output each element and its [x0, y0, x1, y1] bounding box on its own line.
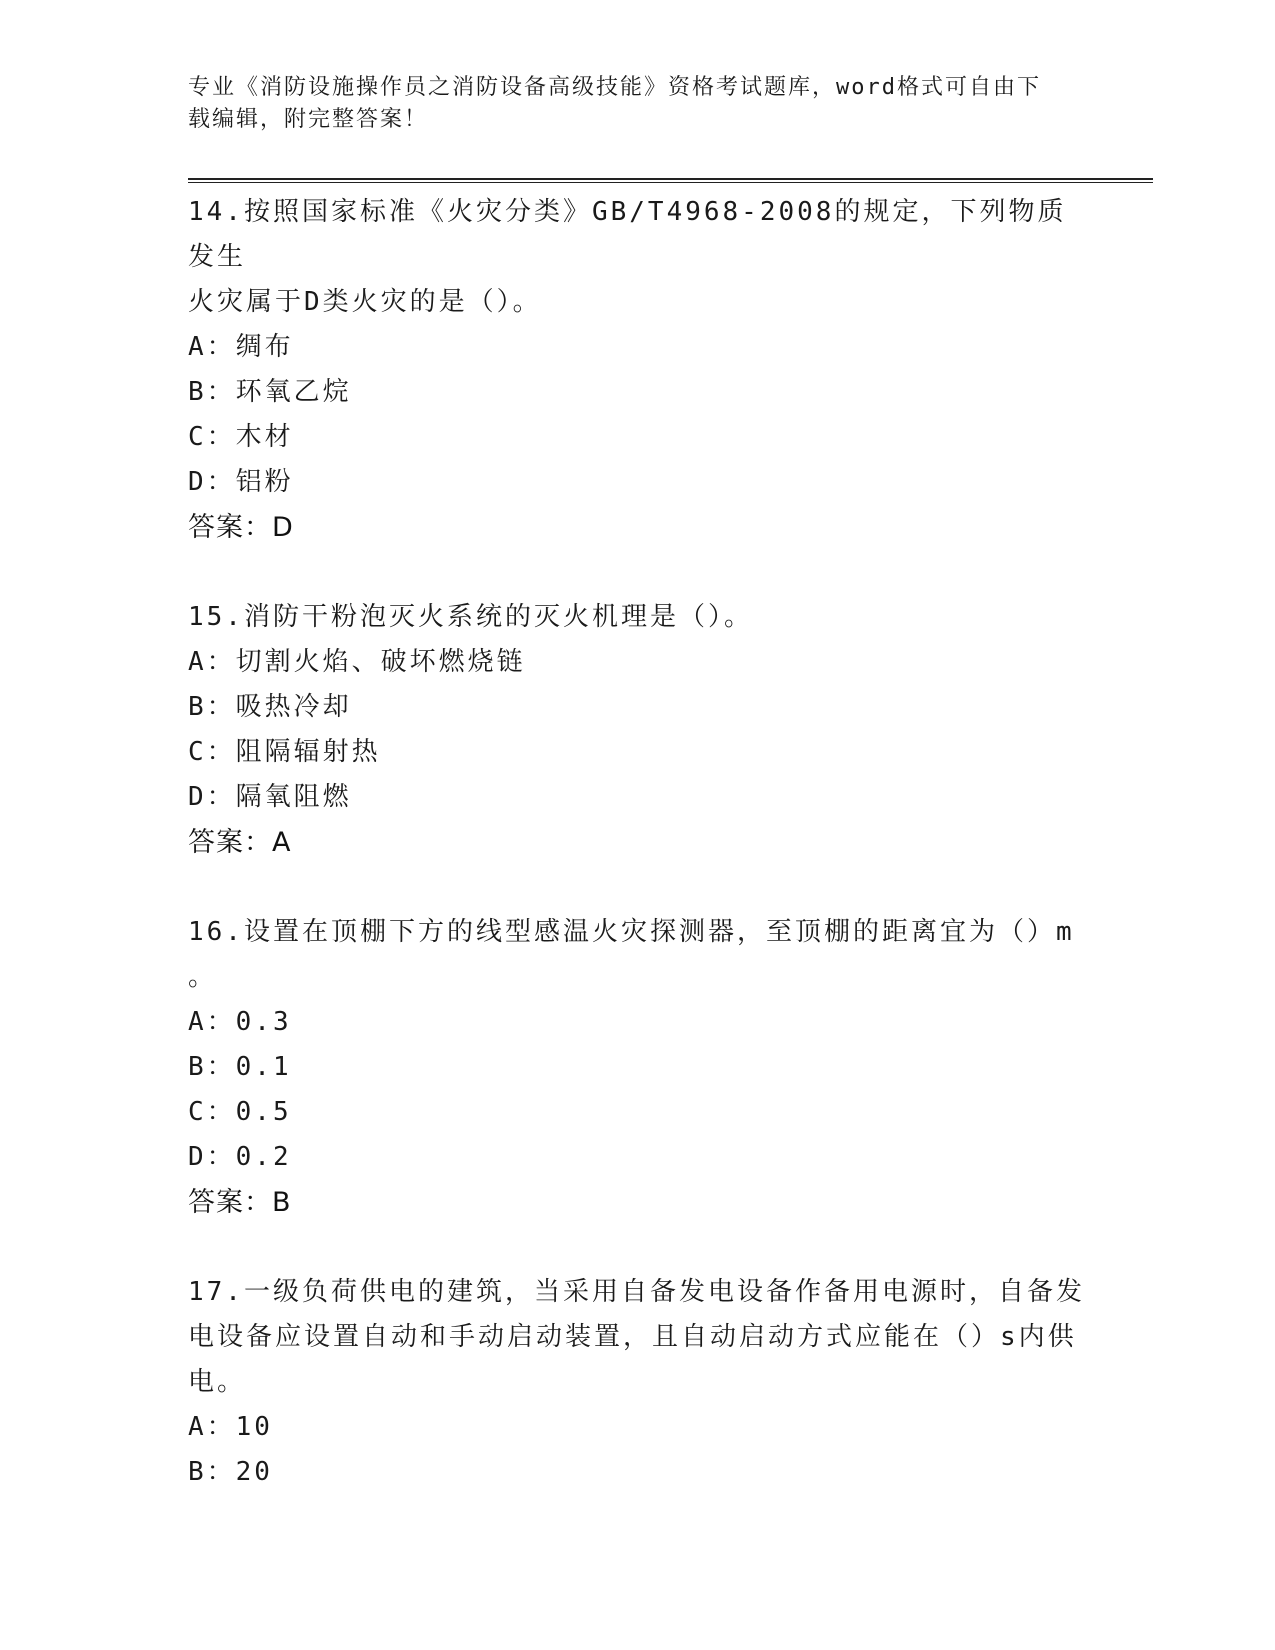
option-c: C：0.5 [188, 1097, 292, 1127]
answer-line: 答案：D [188, 512, 294, 543]
question-stem-line: 电设备应设置自动和手动启动装置，且自动启动方式应能在（）s内供 [188, 1322, 1077, 1352]
document-header [188, 72, 1088, 136]
question-14 [188, 190, 1088, 550]
option-b: B：吸热冷却 [188, 692, 352, 722]
answer-line: 答案：A [188, 827, 292, 858]
option-d: D：隔氧阻燃 [188, 782, 352, 812]
answer-line: 答案：B [188, 1187, 292, 1218]
header-line-2: 载编辑，附完整答案！ [188, 107, 429, 132]
header-line-1: 专业《消防设施操作员之消防设备高级技能》资格考试题库，word格式可自由下 [188, 75, 1041, 100]
question-16 [188, 910, 1088, 1225]
question-list [188, 190, 1088, 1495]
question-stem-line: 。 [188, 962, 218, 992]
option-a: A：10 [188, 1412, 273, 1442]
option-b: B：环氧乙烷 [188, 377, 352, 407]
option-b: B：20 [188, 1457, 273, 1487]
option-d: D：0.2 [188, 1142, 292, 1172]
question-stem-line: 17.一级负荷供电的建筑，当采用自备发电设备作备用电源时，自备发 [188, 1277, 1085, 1307]
option-a: A：切割火焰、破坏燃烧链 [188, 647, 526, 677]
question-spacer [188, 550, 1088, 595]
question-15 [188, 595, 1088, 865]
question-stem-line: 火灾属于D类火灾的是（）。 [188, 287, 542, 317]
option-c: C：木材 [188, 422, 294, 452]
option-a: A：0.3 [188, 1007, 292, 1037]
question-stem-line: 15.消防干粉泡灭火系统的灭火机理是（）。 [188, 602, 753, 632]
question-spacer [188, 865, 1088, 910]
question-17 [188, 1270, 1088, 1495]
option-b: B：0.1 [188, 1052, 292, 1082]
question-stem-line: 14.按照国家标准《火灾分类》GB/T4968-2008的规定，下列物质发生 [188, 197, 1067, 272]
option-c: C：阻隔辐射热 [188, 737, 381, 767]
question-stem-line: 电。 [188, 1367, 247, 1397]
question-spacer [188, 1225, 1088, 1270]
question-stem-line: 16.设置在顶棚下方的线型感温火灾探测器，至顶棚的距离宜为（）m [188, 917, 1075, 947]
header-divider [188, 178, 1153, 183]
option-d: D：铝粉 [188, 467, 294, 497]
option-a: A：绸布 [188, 332, 294, 362]
